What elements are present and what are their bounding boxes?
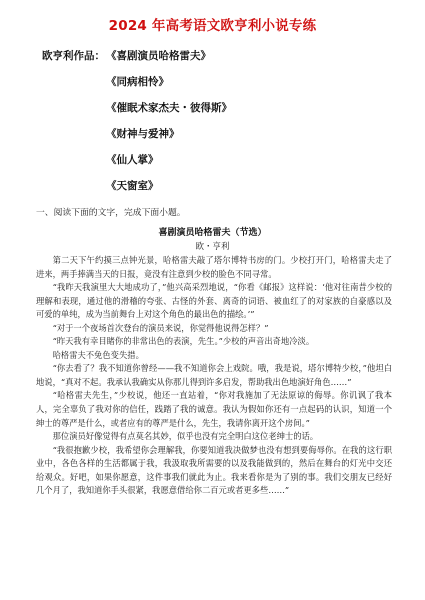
work-title: 《财神与爱神》 [106, 128, 180, 140]
works-list [42, 48, 402, 204]
paragraph: “对于一个夜场首次登台的演员来说，你觉得他说得怎样？” [52, 322, 269, 333]
story-body [36, 254, 392, 498]
paragraph: “哈格雷夫先生，”少校说，他还一直站着，“你对我施加了无法原谅的侮辱。你讥讽了我本人，完全辜负了我对你的信任，践踏了我的诚意。我认为假如你还有一点起码的认识，知道一个绅士的尊严是什么，或者应有的尊严是什么，先生，我请你离开这个房间。” [36, 390, 392, 428]
works-row [42, 152, 402, 178]
works-row [42, 48, 402, 74]
document-title: 2024 年高考语文欧亨利小说专练 [108, 18, 317, 34]
works-row [42, 74, 402, 100]
story-author: 欧・亨利 [195, 242, 230, 252]
paragraph: 哈格雷夫不免色变失措。 [52, 349, 144, 360]
paragraph: “我昨天我演里大大地成功了，”他兴高采烈地说，“你看《邮报》这样说：‘他对往南昔少校的理解和表现，通过他的滑稽的夸张、古怪的外套、离奇的词语、被血红了的对家族的自豪感以及可爱的单纯，成为当前舞台上对这个角色的最出色的描绘。’” [36, 282, 392, 320]
works-row [42, 100, 402, 126]
paragraph: “你去看了？我不知道你曾经——我不知道你会上戏院。哦，我是说，塔尔博特少校，”他坦白地说，“真对不起。我承认我确实从你那儿得到许多启发，帮助我出色地演好角色……” [36, 363, 392, 387]
works-row [42, 126, 402, 152]
works-row [42, 178, 402, 204]
question-heading: 一、阅读下面的文字，完成下面小题。 [36, 208, 186, 218]
story-title: 喜剧演员哈格雷夫（节选） [158, 228, 267, 238]
work-title: 《仙人掌》 [106, 154, 159, 166]
paragraph: “昨天我有幸目睹你的非常出色的表演，先生。”少校的声音出奇地冷淡。 [52, 336, 315, 347]
works-label: 欧亨利作品： [42, 50, 105, 62]
work-title: 《天窗室》 [106, 180, 159, 192]
paragraph: 第二天下午约摸三点钟光景，哈格雷夫敲了塔尔博特书房的门。少校打开门，哈格雷夫走了进来，两手捧满当天的日报，竟没有注意到少校的脸色不同寻常。 [36, 255, 392, 279]
paragraph: “我很抱歉少校，我希望你会理解我，你要知道我决做梦也没有想到要侮辱你。在我的这行职业中，各色各样的生活都属于我，我汲取我所需要的以及我能做到的，然后在舞台的灯光中交还给观众。好吧，如果你愿意，这件事我们就此为止。我来看你是为了别的事。我们交朋友已经好几个月了，我知道你手头很紧，我愿意借给你二百元或者更多些……” [36, 444, 392, 496]
work-title: 《催眠术家杰夫・彼得斯》 [106, 102, 232, 114]
paragraph: 那位演员好像觉得有点莫名其妙，似乎也没有完全明白这位老绅士的话。 [52, 431, 319, 442]
work-title: 《喜剧演员哈格雷夫》 [106, 50, 211, 62]
work-title: 《同病相怜》 [106, 76, 169, 88]
